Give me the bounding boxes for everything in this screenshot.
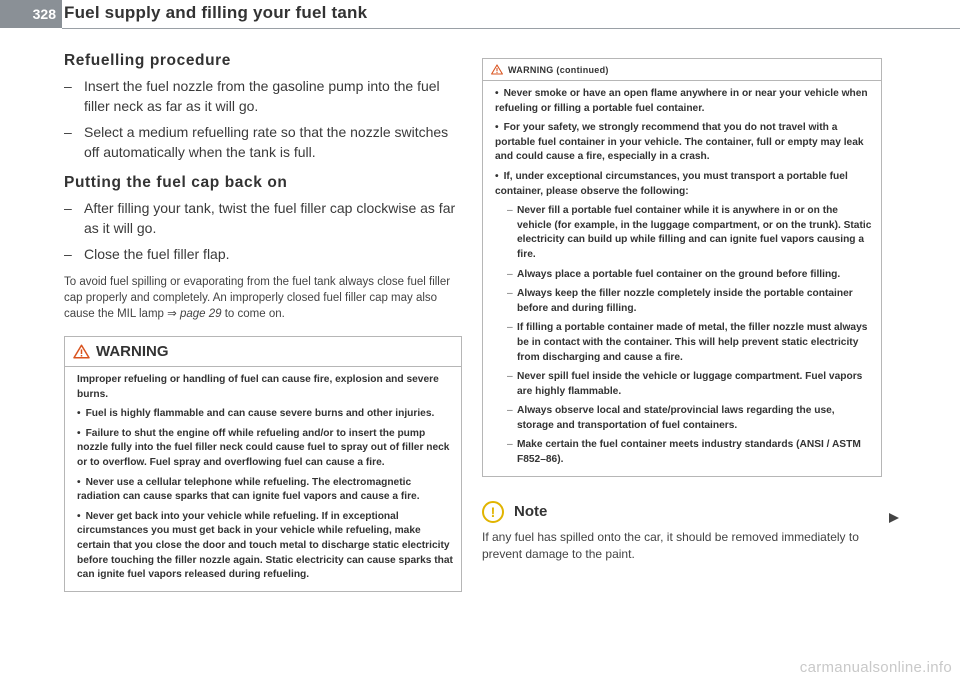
continue-arrow-icon — [888, 512, 900, 524]
note-header: ! Note — [482, 501, 882, 523]
page-number: 328 — [0, 0, 62, 28]
warning-body — [65, 367, 461, 591]
fuel-cap-heading: Putting the fuel cap back on — [64, 174, 288, 191]
warning-triangle-icon — [491, 64, 503, 75]
page-header-title: Fuel supply and filling your fuel tank — [64, 3, 368, 22]
warning-continued-box — [482, 58, 882, 477]
warning-bullet: • Never get back into your vehicle while refueling. If in exceptional circumstances you must get back in your vehicle while refueling, make certain that you close the door and touch metal to discharge static electricity before touching the filler nozzle again. Static electricity can cause sparks that can ignite fuel vapors released during refueling. — [77, 510, 453, 581]
note-text: If any fuel has spilled onto the car, it should be removed immediately to prevent damage to the paint. — [482, 529, 859, 561]
cap-step: – Close the fuel filler flap. — [64, 246, 230, 262]
warning-sub-item: – If filling a portable container made of metal, the filler nozzle must always be in contact with the container. This will help prevent static electricity from discharging and cause a fire. — [507, 322, 868, 363]
page-reference-link[interactable]: ⇒ page 29 — [167, 308, 222, 320]
warning-triangle-icon — [73, 344, 90, 359]
warning-sub-item: – Never spill fuel inside the vehicle or luggage compartment. Fuel vapors are highly flammable. — [507, 371, 863, 397]
warning-bullet: • For your safety, we strongly recommend that you do not travel with a portable fuel container in your vehicle. The container, full or empty may leak and could cause a fire, especially in a crash. — [495, 122, 864, 163]
warning-continued-header: WARNING (continued) — [483, 59, 881, 81]
warning-bullet: • Failure to shut the engine off while refueling and/or to insert the pump nozzle fully into the fuel filler neck could cause fuel to spray out of filler neck or to overflow. Fuel spray and overflowing fuel can cause a fire. — [77, 427, 450, 468]
warning-sub-item: – Never fill a portable fuel container while it is anywhere in or on the vehicle (for example, in the luggage compartment, or on the trunk). Static electricity can build up while filling and can ignite fuel vapors causing a fire. — [507, 205, 872, 260]
note-exclamation-icon: ! — [482, 501, 504, 523]
fuel-cap-note: To avoid fuel spilling or evaporating from the fuel tank always close fuel filler cap properly and completely. An improperly closed fuel filler cap may also cause the MIL lamp ⇒ page 29 to come on. — [64, 276, 451, 320]
warning-sub-item: – Always keep the filler nozzle completely inside the portable container before and during filling. — [507, 288, 853, 314]
left-column — [64, 52, 462, 592]
warning-continued-body — [483, 81, 881, 476]
refuelling-heading: Refuelling procedure — [64, 52, 232, 69]
warning-sub-item: – Always place a portable fuel container on the ground before filling. — [507, 268, 841, 280]
warning-bullet: • Fuel is highly flammable and can cause severe burns and other injuries. — [77, 408, 435, 420]
warning-header: WARNING — [65, 337, 461, 367]
watermark: carmanualsonline.info — [799, 659, 952, 676]
refuel-step: – Select a medium refuelling rate so that the nozzle switches off automatically when the tank is full. — [64, 124, 449, 160]
refuel-step: – Insert the fuel nozzle from the gasoline pump into the fuel filler neck as far as it will go. — [64, 78, 440, 114]
warning-bullet: • Never use a cellular telephone while refueling. The electromagnetic radiation can cause sparks that can ignite fuel vapors and cause a fire. — [77, 476, 420, 503]
warning-box — [64, 336, 462, 592]
cap-step: – After filling your tank, twist the fuel filler cap clockwise as far as it will go. — [64, 200, 456, 236]
right-column — [482, 58, 882, 563]
warning-sub-item: – Always observe local and state/provincial laws regarding the use, storage and transportation of fuel containers. — [507, 405, 835, 431]
header-divider — [62, 28, 960, 29]
warning-bullet: • If, under exceptional circumstances, you must transport a portable fuel container, please observe the following: — [495, 170, 848, 197]
warning-sub-item: – Make certain the fuel container meets industry standards (ANSI / ASTM F852–86). — [507, 439, 861, 466]
warning-bullet: • Never smoke or have an open flame anywhere in or near your vehicle when refueling or filling a portable fuel container. — [495, 88, 868, 114]
warning-intro: Improper refueling or handling of fuel can cause fire, explosion and severe burns. — [77, 374, 439, 400]
